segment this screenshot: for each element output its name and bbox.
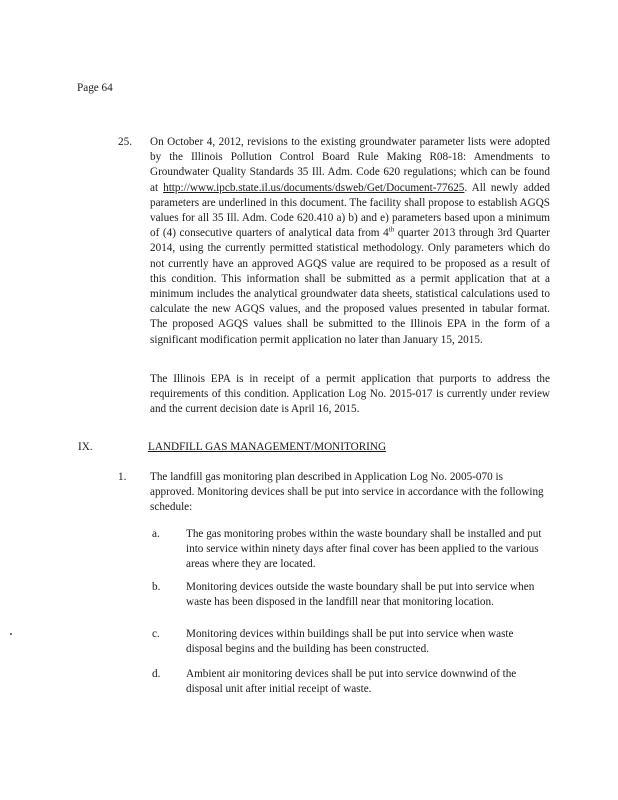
rulemaking-link[interactable]: http://www.ipcb.state.il.us/documents/dsweb/Get/Document-77625: [163, 181, 465, 194]
section-title: LANDFILL GAS MANAGEMENT/MONITORING: [148, 441, 387, 453]
item-25-number: 25.: [118, 136, 132, 148]
subitem-d-text: Ambient air monitoring devices shall be put into service downwind of the disposal unit after initial receipt of waste.: [186, 668, 517, 696]
item-25-paragraph: [150, 135, 550, 348]
scan-speck: [10, 633, 12, 635]
subitem-d-letter: d.: [152, 668, 161, 680]
item-1-paragraph: The landfill gas monitoring plan described in Application Log No. 2005-070 is approved. Monitoring devices shall be put into service in accordance with the following schedule:: [150, 471, 544, 514]
item-25-text-part1: On October 4, 2012, revisions to the existing groundwater parameter lists were adopted by the Illinois Pollution Control Board Rule Making R08-18: Amendments to Groundwater Quality Standards 35 Ill. Adm. Code 620 regulations; which can be found at: [150, 136, 550, 194]
section-number: IX.: [78, 441, 93, 453]
subitem-b-text: Monitoring devices outside the waste boundary shall be put into service when waste has been disposed in the landfill near that monitoring location.: [186, 581, 535, 609]
page-number: Page 64: [77, 82, 113, 94]
item-1-number: 1.: [118, 471, 127, 483]
item-25-text-part3: quarter 2013 through 3rd Quarter 2014, using the currently permitted statistical methodology. Only parameters which do not currently have an approved AGQS value are required to be proposed as a result of this condition. This information shall be submitted as a permit application that at a minimum includes the analytical groundwater data sheets, statistical calculations used to calculate the new AGQS values, and the proposed values presented in tabular format. The proposed AGQS values shall be submitted to the Illinois EPA in the form of a significant modification permit application no later than January 15, 2015.: [150, 227, 550, 346]
item-25-receipt-paragraph: The Illinois EPA is in receipt of a permit application that purports to address the requirements of this condition. Application Log No. 2015-017 is currently under review and the current decision date is April 16, 2015.: [150, 373, 550, 416]
subitem-c-letter: c.: [152, 628, 160, 640]
item-25-text-part2: . All newly added parameters are underlined in this document. The facility shall propose to establish AGQS values for all 35 Ill. Adm. Code 620.410 a) b) and e) parameters based upon a minimum of (4) consecutive quarters of analytical data from 4: [150, 181, 551, 240]
subitem-a-letter: a.: [152, 528, 160, 540]
ordinal-suffix: th: [388, 225, 395, 234]
subitem-b-letter: b.: [152, 581, 161, 593]
subitem-c-text: Monitoring devices within buildings shall be put into service when waste disposal begins and the building has been constructed.: [186, 628, 514, 656]
subitem-a-text: The gas monitoring probes within the waste boundary shall be installed and put into service within ninety days after final cover has been applied to the various areas where they are located.: [186, 528, 542, 571]
